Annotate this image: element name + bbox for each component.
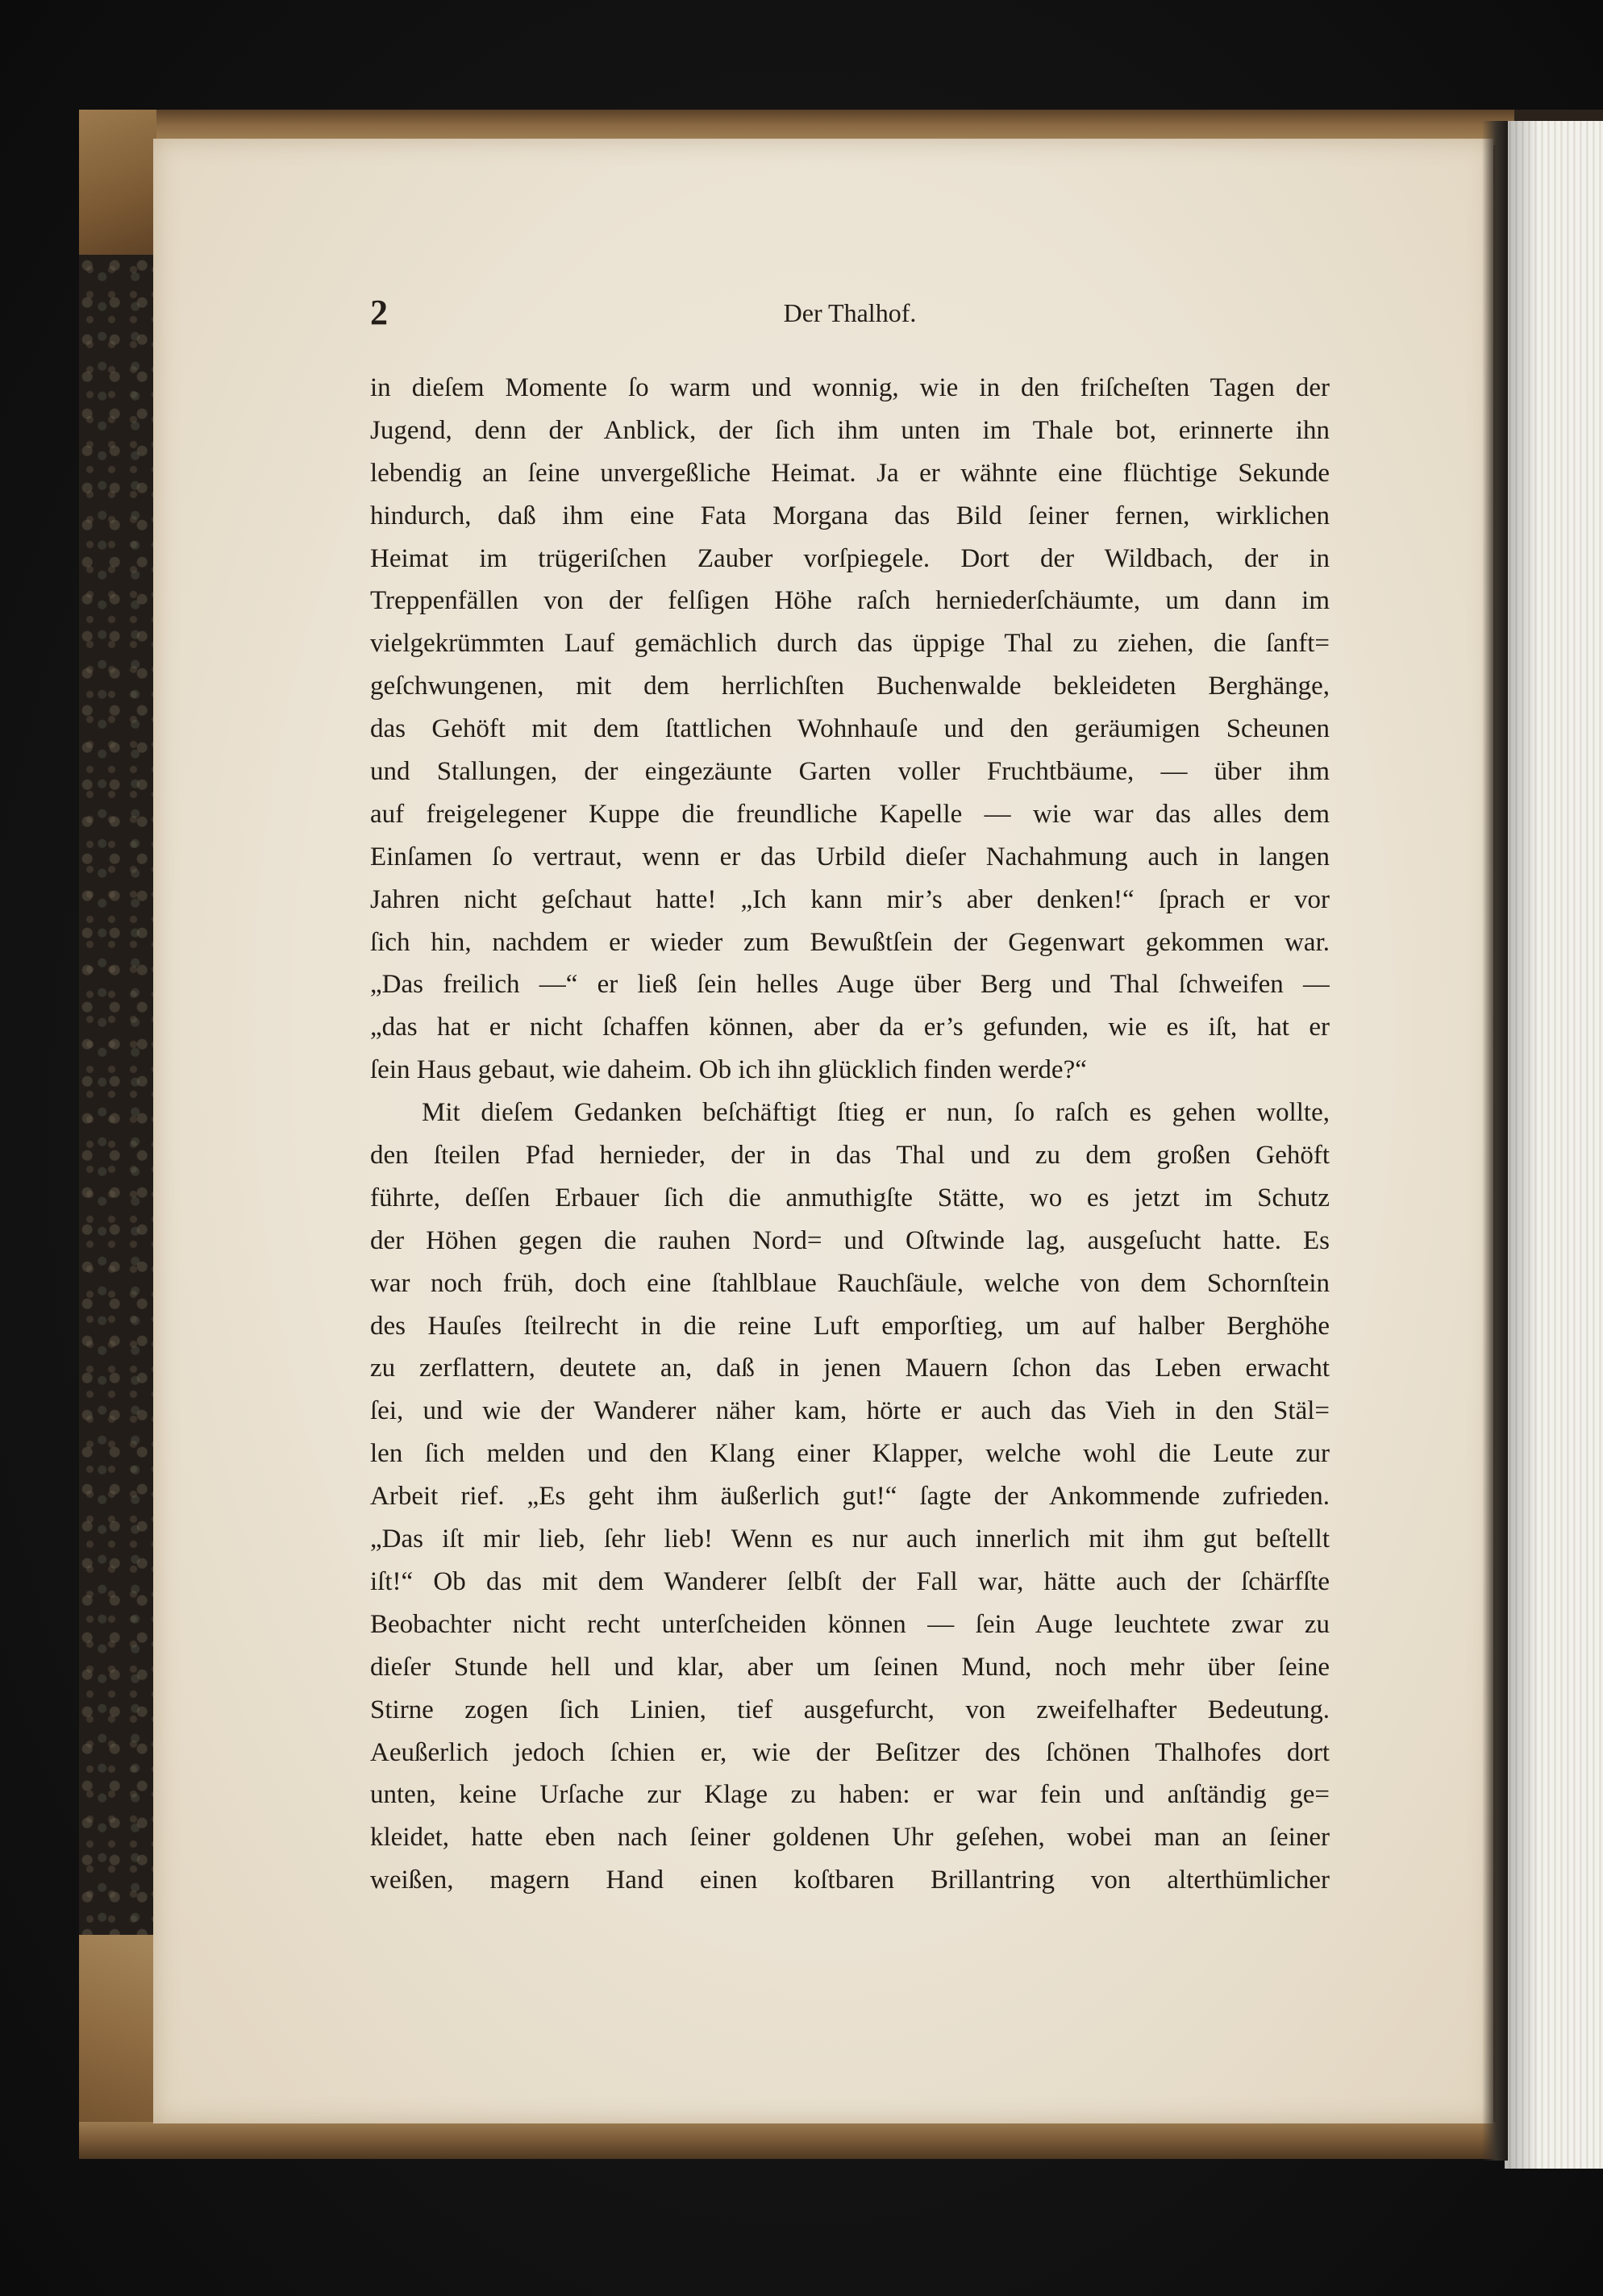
- text-line: ſei, und wie der Wanderer näher kam, hörte er auch das Vieh in den Stäl=: [370, 1396, 1330, 1426]
- text-line: unten, keine Urſache zur Klage zu haben: er war fein und anſtändig ge=: [370, 1780, 1330, 1810]
- text-line: Heimat im trügeriſchen Zauber vorſpiegele. Dort der Wildbach, der in: [370, 543, 1330, 573]
- text-line: das Gehöft mit dem ſtattlichen Wohnhauſe und den geräumigen Scheunen: [370, 714, 1330, 744]
- text-line: iſt!“ Ob das mit dem Wanderer ſelbſt der Fall war, hätte auch der ſchärfſte: [370, 1566, 1330, 1596]
- text-line: „Das iſt mir lieb, ſehr lieb! Wenn es nur auch innerlich mit ihm gut beſtellt: [370, 1524, 1330, 1554]
- text-line: len ſich melden und den Klang einer Klapper, welche wohl die Leute zur: [370, 1439, 1330, 1469]
- text-line: Einſamen ſo vertraut, wenn er das Urbild dieſer Nachahmung auch in langen: [370, 842, 1330, 871]
- cover-marbled-board: [79, 110, 156, 2159]
- text-line: Treppenfällen von der felſigen Höhe raſch herniederſchäumte, um dann im: [370, 586, 1330, 616]
- text-line: lebendig an ſeine unvergeßliche Heimat. Ja er wähnte eine flüchtige Sekunde: [370, 458, 1330, 488]
- text-line: Aeußerlich jedoch ſchien er, wie der Beſitzer des ſchönen Thalhofes dort: [370, 1737, 1330, 1767]
- text-line: den ſteilen Pfad hernieder, der in das Thal und zu dem großen Gehöft: [370, 1141, 1330, 1171]
- text-line: geſchwungenen, mit dem herrlichſten Buchenwalde bekleideten Berghänge,: [370, 672, 1330, 701]
- text-line: weißen, magern Hand einen koſtbaren Brillantring von alterthümlicher: [370, 1866, 1330, 1895]
- page-edges-shadow: [1505, 121, 1603, 2169]
- text-line: ſich hin, nachdem er wieder zum Bewußtſein der Gegenwart gekommen war.: [370, 927, 1330, 957]
- body-text: [370, 367, 1330, 1902]
- text-line: „das hat er nicht ſchaffen können, aber da er’s gefunden, wie es iſt, hat er: [370, 1013, 1330, 1042]
- text-line: der Höhen gegen die rauhen Nord= und Oſtwinde lag, ausgeſucht hatte. Es: [370, 1225, 1330, 1255]
- text-line: und Stallungen, der eingezäunte Garten voller Fruchtbäume, — über ihm: [370, 757, 1330, 787]
- text-line: zu zerflattern, deutete an, daß in jenen Mauern ſchon das Leben erwacht: [370, 1354, 1330, 1383]
- text-line: „Das freilich —“ er ließ ſein helles Auge über Berg und Thal ſchweifen —: [370, 970, 1330, 1000]
- text-line: führte, deſſen Erbauer ſich die anmuthigſte Stätte, wo es jetzt im Schutz: [370, 1183, 1330, 1212]
- text-line: in dieſem Momente ſo warm und wonnig, wie in den friſcheſten Tagen der: [370, 373, 1330, 402]
- text-line: kleidet, hatte eben nach ſeiner goldenen Uhr geſehen, wobei man an ſeiner: [370, 1823, 1330, 1853]
- cover-bottom-edge: [79, 2122, 1514, 2159]
- gutter-shadow: [1482, 121, 1508, 2161]
- leather-corner-top: [79, 110, 156, 255]
- text-line-paragraph-start: Mit dieſem Gedanken beſchäftigt ſtieg er nun, ſo raſch es gehen wollte,: [422, 1098, 1330, 1128]
- text-line: Beobachter nicht recht unterſcheiden können — ſein Auge leuchtete zwar zu: [370, 1609, 1330, 1639]
- text-line: Jahren nicht geſchaut hatte! „Ich kann mir’s aber denken!“ ſprach er vor: [370, 884, 1330, 914]
- text-line: des Hauſes ſteilrecht in die reine Luft emporſtieg, um auf halber Berghöhe: [370, 1311, 1330, 1341]
- text-line: dieſer Stunde hell und klar, aber um ſeinen Mund, noch mehr über ſeine: [370, 1652, 1330, 1682]
- text-line: war noch früh, doch eine ſtahlblaue Rauchſäule, welche von dem Schornſtein: [370, 1268, 1330, 1298]
- page-number: 2: [370, 293, 388, 332]
- text-line: Jugend, denn der Anblick, der ſich ihm unten im Thale bot, erinnerte ihn: [370, 415, 1330, 445]
- text-line: auf freigelegener Kuppe die freundliche Kapelle — wie war das alles dem: [370, 799, 1330, 829]
- text-line-paragraph-end: ſein Haus gebaut, wie daheim. Ob ich ihn glücklich finden werde?“: [370, 1055, 1087, 1085]
- text-line: vielgekrümmten Lauf gemächlich durch das üppige Thal zu ziehen, die ſanft=: [370, 629, 1330, 659]
- text-line: Stirne zogen ſich Linien, tief ausgefurcht, von zweifelhafter Bedeutung.: [370, 1695, 1330, 1724]
- text-line: hindurch, daß ihm eine Fata Morgana das Bild ſeiner fernen, wirklichen: [370, 501, 1330, 530]
- running-head: Der Thalhof.: [783, 298, 917, 327]
- text-line: Arbeit rief. „Es geht ihm äußerlich gut!“ ſagte der Ankommende zufrieden.: [370, 1482, 1330, 1512]
